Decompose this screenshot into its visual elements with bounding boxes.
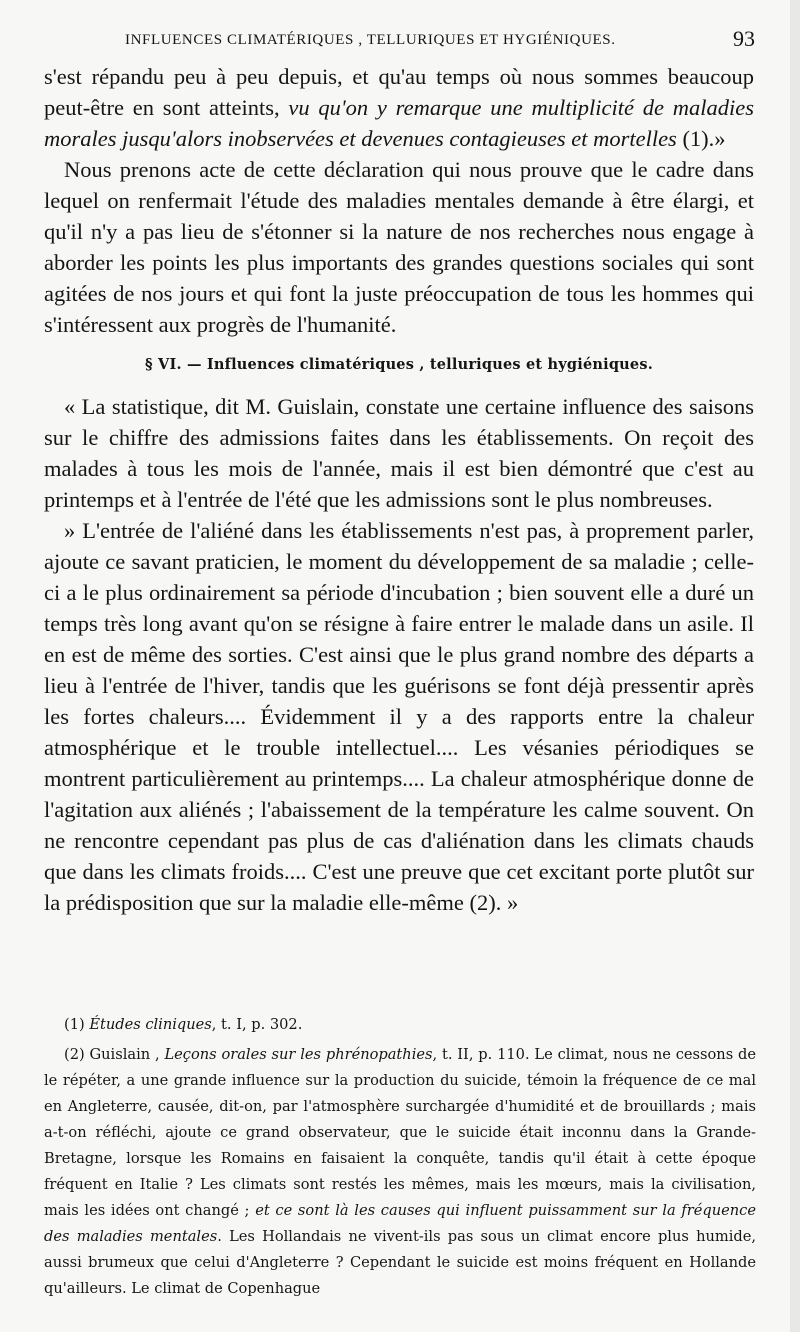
paragraph-declaration: Nous prenons acte de cette déclaration qui nous prouve que le cadre dans lequel on renfermait l'étude des maladies mentales demande à être élargi, et qu'il n'y a pas lieu de s'étonner si la nature de nos recherches nous engage à aborder les points les plus importants des grandes questions sociales qui sont agitées de nos jours et qui font la juste préoccupation de tous les hommes qui s'intéressent aux progrès de l'humanité. — [44, 157, 754, 337]
page-edge — [790, 0, 800, 1332]
footnote-text: . Les Hollandais ne vivent-ils pas sous un climat encore plus humide, aussi brumeux que celui d'Angleterre ? Cependant le suicide est moins fréquent en Hollande qu'ailleurs. Le climat de Copenhague — [44, 1228, 756, 1297]
running-title: INFLUENCES CLIMATÉRIQUES , TELLURIQUES ET HYGIÉNIQUES. — [125, 32, 616, 48]
section-heading: § VI. — Influences climatériques , telluriques et hygiéniques. — [145, 356, 653, 373]
footnote-emphasis: et ce sont là les causes qui influent puissamment sur la fréquence des maladies mentales — [44, 1202, 756, 1245]
footnote-citation: , t. I, p. 302. — [211, 1016, 303, 1033]
footnote-marker: (1) — [64, 1016, 90, 1033]
footnote-citation: (2) Guislain , — [64, 1046, 165, 1063]
paragraph-guislain-quote: » L'entrée de l'aliéné dans les établissements n'est pas, à proprement parler, ajoute ce savant praticien, le moment du développement de sa maladie ; celle-ci a le plus ordinairement sa période d'incubation ; bien souvent elle a duré un temps très long avant qu'on se résigne à faire entrer le malade dans un asile. Il en est de même des sorties. C'est ainsi que le plus grand nombre des départs a lieu à l'entrée de l'hiver, tandis que les guérisons se font déjà pressentir après les fortes chaleurs.... Évidemment il y a des rapports entre la chaleur atmosphérique et le trouble intellectuel.... Les vésanies périodiques se montrent particulièrement au printemps.... La chaleur atmosphérique donne de l'agitation aux aliénés ; l'abaissement de la température les calme souvent. On ne rencontre cependant pas plus de cas d'aliénation dans les climats chauds que dans les climats froids.... C'est une preuve que cet excitant porte plutôt sur la prédisposition que sur la maladie elle-même (2). » — [44, 518, 754, 915]
paragraph-guislain-statistics: « La statistique, dit M. Guislain, constate une certaine influence des saisons sur le chiffre des admissions faites dans les établissements. On reçoit des malades à tous les mois de l'année, mais il est bien démontré que c'est au printemps et à l'entrée de l'été que les admissions sont le plus nombreuses. — [44, 394, 754, 512]
footnote-text: , t. II, p. 110. Le climat, nous ne cessons de le répéter, a une grande influence sur la production du suicide, témoin la fréquence de ce mal en Angleterre, causée, dit-on, par l'atmosphère surchargée d'humidité et de brouillards ; mais a-t-on réfléchi, ajoute ce grand observateur, que le suicide était inconnu dans la Grande-Bretagne, lorsque les Romains en faisaient la conquête, tandis qu'il était à cette époque fréquent en Italie ? Les climats sont restés les mêmes, mais les mœurs, mais la civilisation, mais les idées ont changé ; — [44, 1046, 756, 1219]
main-text — [44, 61, 754, 918]
footnote-2 — [44, 1042, 756, 1302]
footnote-reference: (1).» — [676, 126, 726, 151]
page-header — [125, 26, 755, 56]
paragraph-text: s'est répandu peu à peu depuis, et qu'au temps où nous sommes beaucoup peut-être en sont atteints, — [44, 64, 754, 120]
footnote-title: Leçons orales sur les phrénopathies — [164, 1046, 433, 1063]
footnote-1 — [44, 1012, 756, 1038]
page-number: 93 — [733, 26, 755, 51]
footnotes — [44, 1012, 756, 1302]
footnote-title: Études cliniques — [89, 1016, 212, 1033]
italic-emphasis: vu qu'on y remarque une multiplicité de maladies morales jusqu'alors inobservées et devenues contagieuses et mortelles — [44, 95, 754, 151]
paragraph-continued-quote — [44, 61, 754, 154]
